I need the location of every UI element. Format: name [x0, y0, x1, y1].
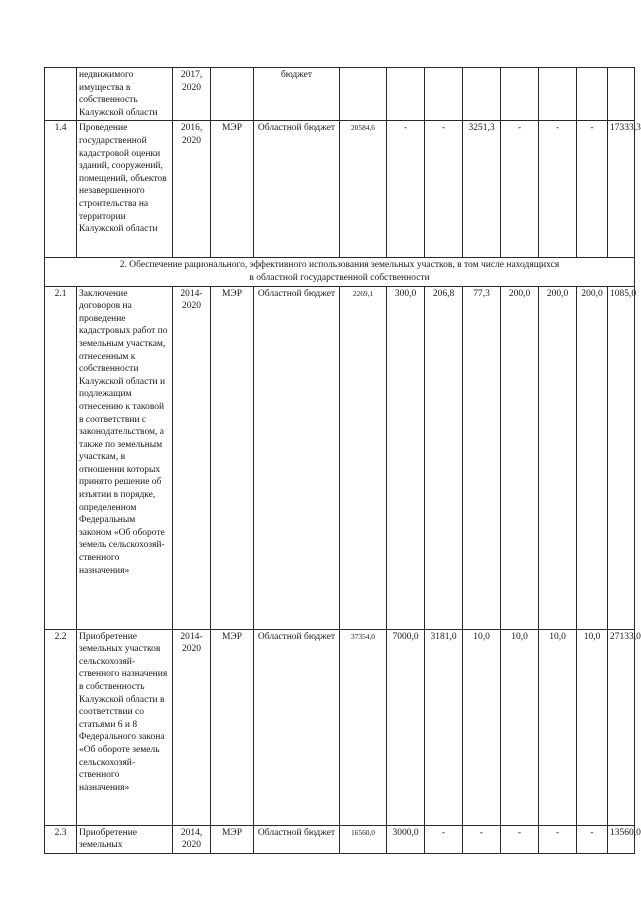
value-2018: - — [539, 121, 577, 258]
value-2014: 3000,0 — [387, 825, 425, 853]
section-heading-line1: 2. Обеспечение рационального, эффективного использования земельных участков, в том числе находящихся — [119, 260, 560, 271]
row-description: Приобретение земельных участков сельскохозяй-ственного назначения в собственность Калужской области в соответствии со статьями 6 и 8 Федерального закона «Об обороте земель сельскохозяй-ственного назначения» — [77, 629, 173, 825]
value-2017: - — [501, 121, 539, 258]
row-funding-source: Областной бюджет — [254, 825, 340, 853]
value-2015: - — [425, 825, 463, 853]
row-description: Заключение договоров на проведение кадастровых работ по земельным участкам, отнесенным к собственности Калужской области и подлежащим отнесению к таковой в соответствии с законодательством, а также по земельным участкам, в отношении которых принято решение об изъятии в порядке, определенном Федеральным законом «Об обороте земель сельскохозяй-ственного назначения» — [77, 286, 173, 629]
value-2020: 1085,0 — [608, 286, 635, 629]
row-number: 2.1 — [45, 286, 77, 629]
row-executor: МЭР — [211, 825, 254, 853]
value-2016: 77,3 — [463, 286, 501, 629]
value-2014: 300,0 — [387, 286, 425, 629]
row-years: 2017, 2020 — [173, 68, 211, 121]
table-row — [45, 68, 635, 121]
value-2020: 13560,0 — [608, 825, 635, 853]
value-2018: 200,0 — [539, 286, 577, 629]
table-row — [45, 629, 635, 825]
value-2019: - — [577, 121, 608, 258]
row-number — [45, 68, 77, 121]
row-years: 2016, 2020 — [173, 121, 211, 258]
value-2019: - — [577, 825, 608, 853]
value-2014: 7000,0 — [387, 629, 425, 825]
row-number: 2.2 — [45, 629, 77, 825]
row-executor: МЭР — [211, 629, 254, 825]
row-years: 2014- 2020 — [173, 629, 211, 825]
value-2017: 10,0 — [501, 629, 539, 825]
value-2018: 10,0 — [539, 629, 577, 825]
row-funding-source: Областной бюджет — [254, 286, 340, 629]
program-table — [44, 67, 641, 854]
value-2015: 206,8 — [425, 286, 463, 629]
value-2020: 17333,3 — [608, 121, 635, 258]
row-years: 2014, 2020 — [173, 825, 211, 853]
row-description: недвижимого имущества в собственность Калужской области — [77, 68, 173, 121]
value-2020: 27133,0 — [608, 629, 635, 825]
row-executor: МЭР — [211, 286, 254, 629]
value-2017: 200,0 — [501, 286, 539, 629]
value-2015: 3181,0 — [425, 629, 463, 825]
value-2014: - — [387, 121, 425, 258]
row-executor: МЭР — [211, 121, 254, 258]
value-2017 — [501, 68, 539, 121]
value-2019 — [577, 68, 608, 121]
value-2016: - — [463, 825, 501, 853]
row-executor — [211, 68, 254, 121]
value-total: 16560,0 — [340, 825, 387, 853]
value-total: 37354,0 — [340, 629, 387, 825]
value-2019: 200,0 — [577, 286, 608, 629]
row-years: 2014- 2020 — [173, 286, 211, 629]
value-2016: 3251,3 — [463, 121, 501, 258]
row-funding-source: Областной бюджет — [254, 629, 340, 825]
value-2015: - — [425, 121, 463, 258]
row-funding-source: бюджет — [254, 68, 340, 121]
value-total — [340, 68, 387, 121]
value-total: 20584,6 — [340, 121, 387, 258]
value-2018 — [539, 68, 577, 121]
value-2019: 10,0 — [577, 629, 608, 825]
section-row — [45, 258, 635, 286]
row-funding-source: Областной бюджет — [254, 121, 340, 258]
value-2015 — [425, 68, 463, 121]
value-2020 — [608, 68, 635, 121]
section-heading-line2: в областной государственной собственности — [249, 272, 430, 283]
section-heading — [45, 258, 635, 286]
value-2017: - — [501, 825, 539, 853]
table-row — [45, 286, 635, 629]
table-row — [45, 825, 635, 853]
value-total: 2269,1 — [340, 286, 387, 629]
row-description: Проведение государственной кадастровой оценки зданий, сооружений, помещений, объектов незавершенного строительства на территории Калужской области — [77, 121, 173, 258]
value-2018: - — [539, 825, 577, 853]
value-2014 — [387, 68, 425, 121]
value-2016 — [463, 68, 501, 121]
table-row — [45, 121, 635, 258]
row-number: 1.4 — [45, 121, 77, 258]
row-description: Приобретение земельных — [77, 825, 173, 853]
value-2016: 10,0 — [463, 629, 501, 825]
row-number: 2.3 — [45, 825, 77, 853]
